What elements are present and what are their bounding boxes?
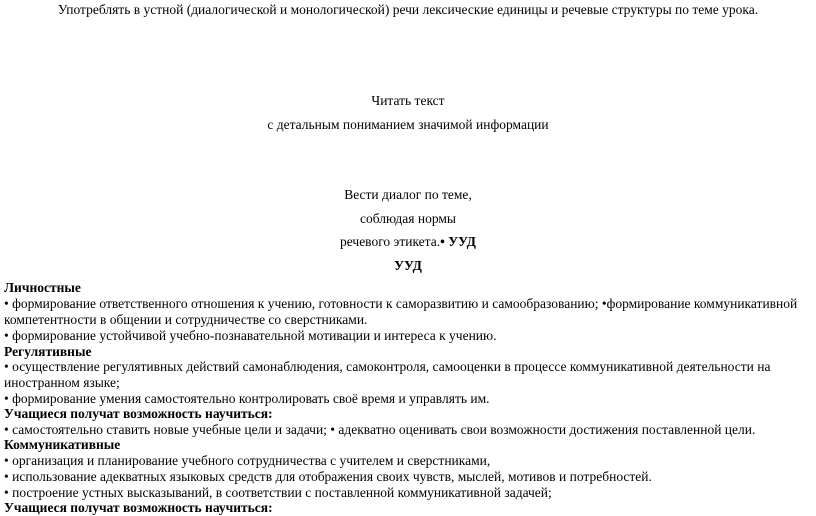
regulatory-line-1: • осуществление регулятивных действий самонаблюдения, самоконтроля, самооценки в процессе коммуникативной деятельности на	[4, 359, 771, 374]
regulatory-heading: Регулятивные	[4, 344, 92, 359]
communicative-line-3: • построение устных высказываний, в соответствии с поставленной коммуникативной задачей;	[4, 485, 552, 500]
personal-heading: Личностные	[4, 280, 81, 295]
reading-line-2: с детальным пониманием значимой информации	[267, 117, 549, 132]
communicative-opportunity: Учащиеся получат возможность научиться:	[4, 500, 273, 515]
dialog-line-3	[0, 233, 816, 250]
bullet-icon: •	[440, 234, 445, 249]
regulatory-opportunity: Учащиеся получат возможность научиться:	[4, 406, 273, 421]
uud-heading: УУД	[394, 258, 422, 273]
communicative-line-2: • использование адекватных языковых средств для отображения своих чувств, мыслей, мотивов и потребностей.	[4, 469, 652, 484]
personal-line-2: компетентности в общении и сотрудничестве со сверстниками.	[4, 312, 368, 327]
dialog-line-1: Вести диалог по теме,	[344, 187, 472, 202]
personal-line-1: • формирование ответственного отношения к учению, готовности к саморазвитию и самообразованию; •формирование коммуникативной	[4, 296, 798, 311]
regulatory-line-3: • формирование умения самостоятельно контролировать своё время и управлять им.	[4, 391, 490, 406]
reading-line-1: Читать текст	[371, 93, 445, 108]
personal-line-3: • формирование устойчивой учебно-познавательной мотивации и интереса к учению.	[4, 328, 497, 343]
inline-uud-heading: УУД	[444, 234, 476, 249]
communicative-line-1: • организация и планирование учебного сотрудничества с учителем и сверстниками,	[4, 453, 491, 468]
regulatory-line-2: иностранном языке;	[4, 375, 120, 390]
dialog-etiquette-text: речевого этикета.	[340, 234, 441, 249]
regulatory-line-4: • самостоятельно ставить новые учебные цели и задачи; • адекватно оценивать свои возможности достижения поставленной цели.	[4, 422, 756, 437]
communicative-heading: Коммуникативные	[4, 437, 121, 452]
dialog-line-2: соблюдая нормы	[360, 211, 456, 226]
objective-line: Употреблять в устной (диалогической и монологической) речи лексические единицы и речевые структуры по теме урока.	[57, 2, 759, 17]
